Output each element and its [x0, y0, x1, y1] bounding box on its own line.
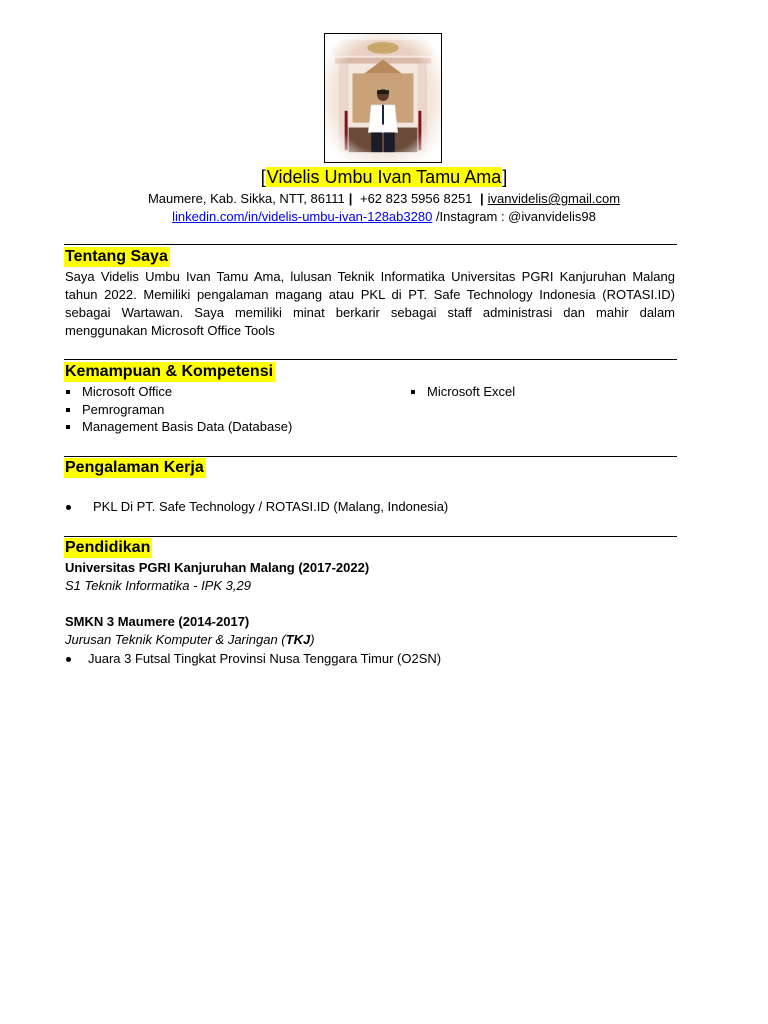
skill-item: Microsoft Excel [409, 383, 515, 401]
section-title-skills: Kemampuan & Kompetensi [65, 363, 274, 380]
full-name: Videlis Umbu Ivan Tamu Ama [266, 167, 502, 187]
profile-photo-image [325, 34, 441, 162]
program-suffix: ) [310, 632, 315, 647]
phone-number: +62 823 5956 8251 [359, 191, 473, 206]
skill-item: Pemrograman [64, 401, 292, 419]
linkedin-link[interactable]: linkedin.com/in/videlis-umbu-ivan-128ab3280 [172, 209, 433, 224]
section-title-about: Tentang Saya [65, 248, 168, 265]
section-title-education: Pendidikan [65, 539, 151, 556]
section-title-experience: Pengalaman Kerja [65, 459, 204, 476]
education-program: S1 Teknik Informatika - IPK 3,29 [65, 578, 251, 593]
achievement-list [64, 650, 441, 668]
skills-list-right [409, 383, 515, 401]
section-divider [64, 456, 677, 457]
skill-item: Microsoft Office [64, 383, 292, 401]
program-prefix: Jurusan Teknik Komputer & Jaringan ( [65, 632, 286, 647]
profile-photo [324, 33, 442, 163]
about-text: Saya Videlis Umbu Ivan Tamu Ama, lulusan Teknik Informatika Universitas PGRI Kanjuruhan Malang tahun 2022. Memiliki pengalaman magang atau PKL di PT. Safe Technology Indonesia (ROTASI.ID) sebagai Wartawan. Saya memiliki minat berkarir sebagai staff administrasi dan mahir dalam menggunakan Microsoft Office Tools [65, 269, 675, 338]
section-divider [64, 359, 677, 360]
section-divider [64, 244, 677, 245]
email-link[interactable]: ivanvidelis@gmail.com [487, 191, 621, 206]
skills-list-left [64, 383, 292, 436]
address: Maumere, Kab. Sikka, NTT, 86111 [147, 191, 345, 206]
experience-list [64, 498, 448, 516]
experience-item: PKL Di PT. Safe Technology / ROTASI.ID (Malang, Indonesia) [64, 498, 448, 516]
social-line [0, 208, 768, 225]
separator: | [476, 191, 484, 206]
education-program [65, 631, 315, 649]
contact-line [0, 190, 768, 207]
education-school: Universitas PGRI Kanjuruhan Malang (2017-2022) [65, 560, 370, 575]
section-divider [64, 536, 677, 537]
separator: | [348, 191, 353, 206]
education-school: SMKN 3 Maumere (2014-2017) [65, 614, 250, 629]
full-name-line: [Videlis Umbu Ivan Tamu Ama] [260, 167, 508, 187]
instagram-handle: /Instagram : @ivanvidelis98 [435, 209, 596, 224]
program-abbrev: TKJ [285, 632, 311, 647]
skill-item: Management Basis Data (Database) [64, 418, 292, 436]
achievement-item: Juara 3 Futsal Tingkat Provinsi Nusa Tenggara Timur (O2SN) [64, 650, 441, 668]
